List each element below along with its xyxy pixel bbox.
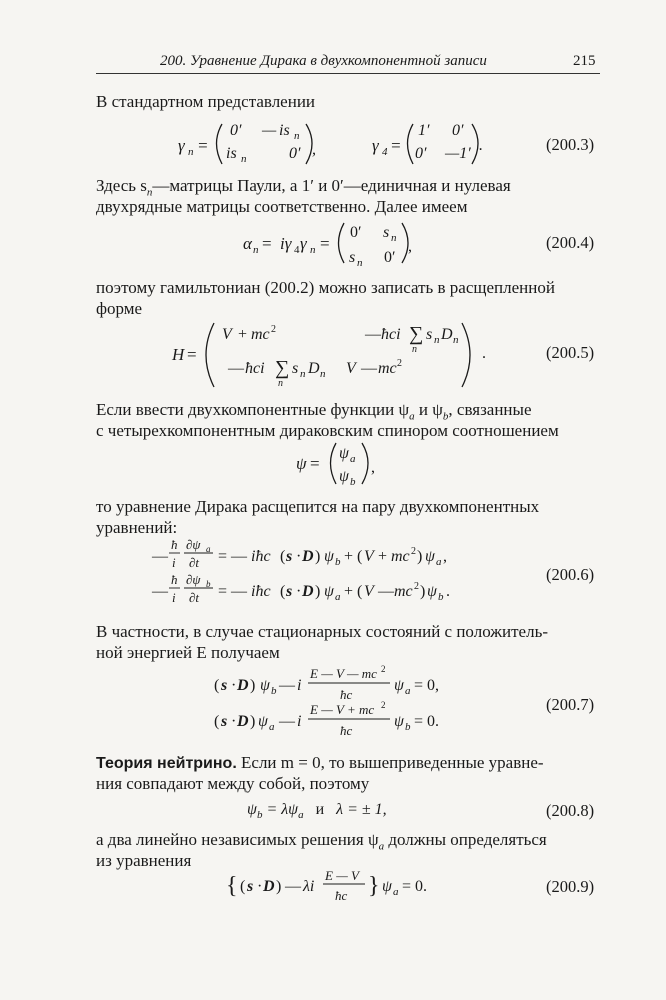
svg-text:b: b	[206, 579, 211, 589]
svg-text:n: n	[300, 368, 306, 380]
svg-text:mc: mc	[378, 360, 397, 377]
svg-text:—: —	[152, 583, 168, 600]
svg-text:ψ: ψ	[394, 677, 404, 694]
svg-text:is: is	[226, 145, 237, 162]
svg-text:mc: mc	[394, 583, 413, 600]
svg-text:a: a	[393, 886, 399, 898]
svg-text:2: 2	[411, 546, 416, 557]
svg-text:=: =	[310, 454, 320, 473]
svg-text:a: a	[405, 685, 411, 697]
svg-text:s: s	[247, 878, 254, 895]
svg-text:i: i	[297, 713, 302, 730]
svg-text:0′: 0′	[415, 145, 427, 162]
svg-text:s: s	[221, 713, 228, 730]
svg-text:ψ: ψ	[394, 713, 404, 730]
svg-text:4: 4	[294, 244, 300, 256]
svg-text:0′: 0′	[350, 224, 362, 241]
svg-text:2: 2	[397, 358, 402, 369]
svg-text:ψ: ψ	[324, 583, 334, 600]
svg-text:D: D	[308, 360, 320, 377]
paragraph-pauli-line1: Здесь $s_n—матрицы$ Паули, а 1′ и 0′—единичная и нулевая	[96, 176, 511, 199]
svg-text:s: s	[221, 677, 228, 694]
svg-text:E — V: E — V	[325, 868, 359, 883]
svg-text:—: —	[152, 548, 168, 565]
paragraph-two-component-line1: Если ввести двухкомпонентные функции $\psi_a$ и $\psi_b$, связанные	[96, 400, 532, 423]
svg-text:n: n	[391, 232, 397, 244]
svg-text:s: s	[292, 360, 299, 377]
p4-mid: и ψ	[414, 400, 443, 419]
svg-text:b: b	[350, 476, 356, 488]
svg-text:0′: 0′	[289, 145, 301, 162]
paragraph-dirac-split-line1: то уравнение Дирака расщепится на пару двухкомпонентных	[96, 497, 540, 516]
svg-text:iħc: iħc	[251, 583, 271, 600]
svg-text:a: a	[350, 453, 356, 465]
svg-text:.: .	[482, 345, 486, 362]
svg-text:2: 2	[381, 700, 386, 710]
svg-text:s: s	[286, 583, 293, 600]
paragraph-two-component-line2: с четырехкомпонентным дираковским спинором соотношением	[96, 421, 559, 440]
svg-text:D: D	[441, 326, 453, 343]
svg-text:0′: 0′	[230, 122, 242, 139]
svg-text:=: =	[390, 136, 402, 155]
svg-text:= —: = —	[218, 583, 248, 600]
svg-text:D: D	[302, 583, 314, 600]
p8-start: а два линейно независимых решения ψ	[96, 830, 379, 849]
equation-number-200-9: (200.9)	[546, 877, 595, 896]
svg-text:ψ: ψ	[382, 878, 392, 895]
svg-text:γ: γ	[178, 136, 185, 155]
svg-text:∂t: ∂t	[189, 555, 200, 570]
p2-rest: —матрицы Паули, а 1′ и 0′—единичная и нулевая	[152, 176, 511, 195]
paragraph-standard-representation: В стандартном представлении	[96, 92, 316, 111]
svg-text:=: =	[262, 234, 272, 253]
svg-text:ħc: ħc	[340, 687, 353, 702]
paragraph-independent-line1: а два линейно независимых решения $\psi_a$ должны определяться	[96, 830, 547, 853]
svg-text:b: b	[405, 721, 411, 733]
svg-text:+: +	[238, 326, 248, 343]
svg-text:a: a	[206, 544, 211, 554]
svg-text:·: ·	[231, 713, 237, 730]
svg-text:): )	[315, 548, 321, 565]
svg-text:·: ·	[296, 548, 302, 565]
svg-text:∂ψ: ∂ψ	[186, 572, 201, 587]
svg-text:ψ: ψ	[339, 445, 349, 462]
svg-text:n: n	[278, 378, 283, 389]
svg-text:ψ: ψ	[296, 454, 307, 473]
p4-end: , связанные	[448, 400, 532, 419]
equation-200-8: $\psi_b = \lambda\psi_a$ и λ = ± 1,	[247, 801, 387, 822]
svg-text:i: i	[172, 590, 176, 605]
svg-text:ħ: ħ	[171, 537, 178, 552]
svg-text:): )	[250, 677, 256, 694]
equation-number-200-6: (200.6)	[546, 565, 595, 584]
svg-text:{: {	[226, 873, 238, 899]
p4-start: Если ввести двухкомпонентные функции ψ	[96, 400, 410, 419]
svg-text:s: s	[426, 326, 433, 343]
svg-text:E — V — mc: E — V — mc	[310, 666, 377, 681]
svg-text:): )	[420, 583, 426, 600]
svg-text:= 0.: = 0.	[414, 713, 440, 730]
svg-text:—: —	[279, 677, 295, 694]
equation-number-200-7: (200.7)	[546, 695, 595, 714]
svg-text:.: .	[446, 583, 450, 600]
p7-rest: Если m = 0, то вышеприведенные уравне-	[236, 753, 544, 772]
svg-text:s: s	[383, 224, 390, 241]
svg-text:= —: = —	[218, 548, 248, 565]
svg-text:n: n	[412, 344, 417, 355]
svg-text:n: n	[241, 153, 247, 165]
svg-text:∑: ∑	[409, 323, 424, 345]
paragraph-neutrino-line2: ния совпадают между собой, поэтому	[96, 774, 370, 793]
svg-text:D: D	[263, 878, 275, 895]
svg-text:—: —	[361, 360, 377, 377]
svg-text:,: ,	[312, 141, 316, 158]
svg-text:=: =	[187, 345, 197, 364]
svg-text:s: s	[349, 249, 356, 266]
svg-text:+ (: + (	[344, 583, 363, 600]
svg-text:D: D	[237, 677, 249, 694]
svg-text:γ: γ	[372, 136, 379, 155]
svg-text:∂t: ∂t	[189, 590, 200, 605]
svg-text:+ (: + (	[344, 548, 363, 565]
svg-text:4: 4	[382, 146, 388, 158]
svg-text:∂ψ: ∂ψ	[186, 537, 201, 552]
svg-text:}: }	[368, 873, 380, 899]
svg-text:n: n	[434, 334, 440, 346]
page-number: 215	[573, 53, 596, 69]
svg-text:+: +	[378, 548, 388, 565]
svg-text:mc: mc	[391, 548, 410, 565]
p2-start: Здесь s	[96, 176, 147, 195]
svg-text:0′: 0′	[384, 249, 396, 266]
svg-text:n: n	[453, 334, 459, 346]
svg-text:V: V	[364, 548, 374, 565]
svg-text:b: b	[271, 685, 277, 697]
svg-text:λi: λi	[303, 878, 315, 895]
svg-text:a: a	[436, 556, 442, 568]
svg-text:V: V	[222, 326, 232, 343]
paragraph-hamiltonian-line2: форме	[96, 299, 143, 318]
svg-text:i: i	[172, 555, 176, 570]
svg-text:2: 2	[271, 324, 276, 335]
equation-number-200-5: (200.5)	[546, 343, 595, 362]
paragraph-stationary-line2: ной энергией E получаем	[96, 643, 280, 662]
paragraph-dirac-split-line2: уравнений:	[96, 518, 178, 537]
svg-text:ħ: ħ	[171, 572, 178, 587]
svg-text:a: a	[335, 591, 341, 603]
svg-text:D: D	[237, 713, 249, 730]
svg-text:ħci: ħci	[245, 360, 265, 377]
svg-text:is: is	[279, 122, 290, 139]
p8-end: должны определяться	[384, 830, 547, 849]
svg-text:ħci: ħci	[381, 326, 401, 343]
svg-text:ħc: ħc	[340, 723, 353, 738]
svg-text:=: =	[320, 234, 330, 253]
svg-text:iħc: iħc	[251, 548, 271, 565]
svg-text:b: b	[438, 591, 444, 603]
svg-text:α: α	[243, 234, 252, 253]
svg-text:—: —	[262, 122, 277, 139]
svg-text:,: ,	[408, 238, 412, 255]
svg-text:γ: γ	[300, 234, 307, 253]
equation-number-200-4: (200.4)	[546, 233, 595, 252]
paragraph-stationary-line1: В частности, в случае стационарных состояний с положитель-	[96, 622, 548, 641]
svg-text:.: .	[479, 137, 483, 154]
svg-text:—: —	[228, 360, 244, 377]
paragraph-hamiltonian-line1: поэтому гамильтониан (200.2) можно записать в расщепленной	[96, 278, 555, 297]
svg-text:∑: ∑	[275, 357, 290, 379]
section-heading-neutrino: Теория нейтрино.	[96, 755, 237, 772]
svg-text:mc: mc	[251, 326, 270, 343]
paragraph-independent-line2: из уравнения	[96, 851, 192, 870]
svg-text:n: n	[253, 244, 259, 256]
svg-text:ψ: ψ	[258, 713, 268, 730]
svg-text:i: i	[297, 677, 302, 694]
svg-text:ψ: ψ	[324, 548, 334, 565]
equation-number-200-8: (200.8)	[546, 801, 595, 820]
svg-text:(: (	[280, 583, 286, 600]
svg-text:·: ·	[231, 677, 237, 694]
svg-text:—: —	[279, 713, 295, 730]
svg-text:ψ: ψ	[427, 583, 437, 600]
svg-text:ψ: ψ	[425, 548, 435, 565]
svg-text:b: b	[335, 556, 341, 568]
svg-text:1′: 1′	[418, 122, 430, 139]
svg-text:,: ,	[371, 459, 375, 476]
svg-text:—: —	[285, 878, 301, 895]
svg-text:a: a	[269, 721, 275, 733]
svg-text:ψ: ψ	[260, 677, 270, 694]
svg-text:·: ·	[257, 878, 263, 895]
svg-text:H: H	[172, 345, 185, 364]
svg-text:n: n	[310, 244, 316, 256]
svg-text:(: (	[240, 878, 246, 895]
svg-text:V: V	[346, 360, 356, 377]
svg-text:—: —	[365, 326, 381, 343]
paragraph-pauli-line2: двухрядные матрицы соответственно. Далее имеем	[96, 197, 468, 216]
svg-text:2: 2	[414, 581, 419, 592]
svg-text:iγ: iγ	[280, 234, 292, 253]
svg-text:(: (	[214, 713, 220, 730]
svg-text:ψ: ψ	[339, 468, 349, 485]
svg-text:= 0,: = 0,	[414, 677, 440, 694]
svg-text:0′: 0′	[452, 122, 464, 139]
svg-text:s: s	[286, 548, 293, 565]
svg-text:·: ·	[296, 583, 302, 600]
svg-text:): )	[315, 583, 321, 600]
svg-text:): )	[250, 713, 256, 730]
svg-text:2: 2	[381, 664, 386, 674]
svg-text:E — V + mc: E — V + mc	[310, 702, 375, 717]
equation-number-200-3: (200.3)	[546, 135, 595, 154]
svg-text:(: (	[214, 677, 220, 694]
svg-text:,: ,	[443, 548, 447, 565]
running-title: 200. Уравнение Дирака в двухкомпонентной записи	[160, 53, 487, 69]
svg-text:n: n	[188, 146, 194, 158]
svg-text:= 0.: = 0.	[402, 878, 428, 895]
svg-text:(: (	[280, 548, 286, 565]
svg-text:—1′: —1′	[445, 145, 471, 162]
svg-text:n: n	[294, 130, 300, 142]
svg-text:D: D	[302, 548, 314, 565]
svg-text:): )	[276, 878, 282, 895]
svg-text:ħc: ħc	[335, 888, 348, 903]
svg-text:): )	[417, 548, 423, 565]
svg-text:—: —	[378, 583, 394, 600]
svg-text:n: n	[357, 257, 363, 269]
svg-text:=: =	[197, 136, 209, 155]
svg-text:n: n	[320, 368, 326, 380]
svg-text:V: V	[364, 583, 374, 600]
